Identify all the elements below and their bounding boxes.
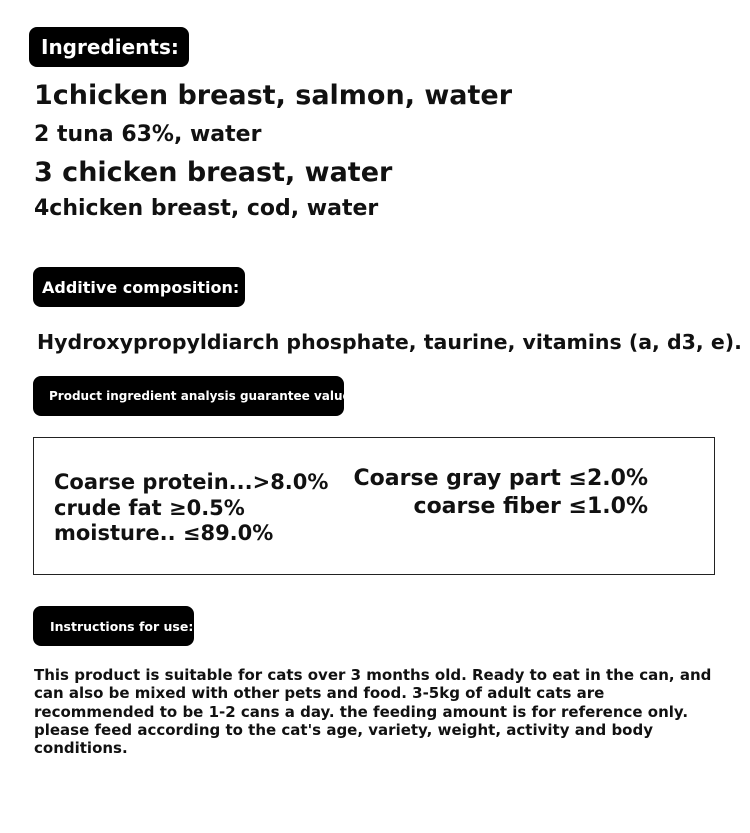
ingredients-heading-label: Ingredients:	[41, 35, 179, 59]
ingredient-item-3: 3 chicken breast, water	[34, 157, 393, 188]
analysis-box	[33, 437, 715, 575]
analysis-moisture: moisture.. ≤89.0%	[54, 521, 274, 545]
additive-heading-label: Additive composition:	[42, 277, 240, 297]
additive-heading	[33, 267, 245, 307]
instructions-text: This product is suitable for cats over 3 months old. Ready to eat in the can, and can also be mixed with other pets and food. 3-5kg of adult cats are recommended to be 1-2 cans a day. the feeding amount is for reference only. please feed according to the cat's age, variety, weight, activity and body conditions.	[34, 666, 712, 758]
analysis-heading-label: Product ingredient analysis guarantee value:	[49, 389, 356, 403]
additive-text: Hydroxypropyldiarch phosphate, taurine, vitamins (a, d3, e).	[37, 330, 742, 354]
instructions-heading	[33, 606, 194, 646]
ingredient-item-2: 2 tuna 63%, water	[34, 122, 262, 147]
instructions-heading-label: Instructions for use:	[50, 618, 194, 634]
analysis-gray-part: Coarse gray part ≤2.0%	[353, 466, 648, 491]
analysis-heading	[33, 376, 356, 416]
ingredients-heading	[29, 27, 189, 67]
ingredient-item-4: 4chicken breast, cod, water	[34, 196, 379, 221]
analysis-fat: crude fat ≥0.5%	[54, 496, 245, 520]
analysis-protein: Coarse protein...>8.0%	[54, 470, 329, 494]
ingredient-item-1: 1chicken breast, salmon, water	[34, 80, 513, 111]
analysis-fiber: coarse fiber ≤1.0%	[413, 494, 648, 519]
